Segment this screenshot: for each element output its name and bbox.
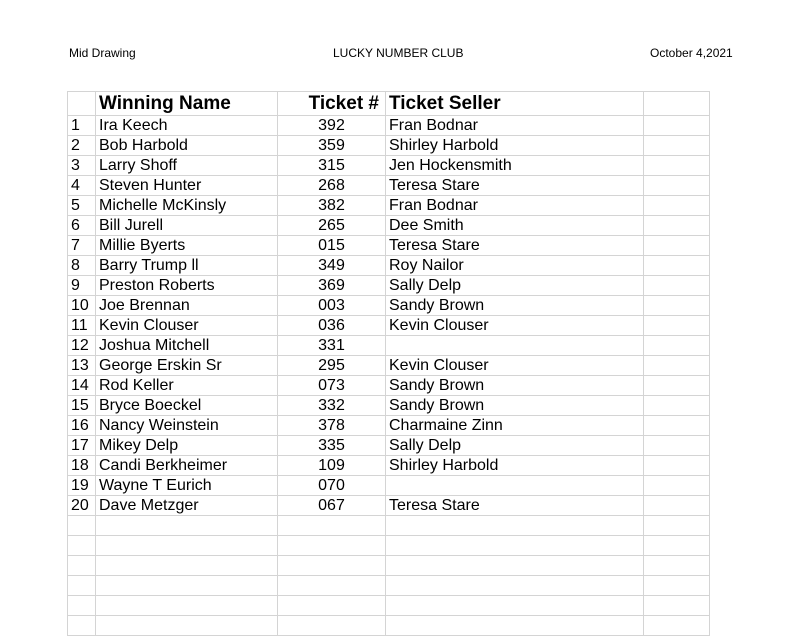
ticket-seller-cell: Charmaine Zinn bbox=[386, 416, 644, 436]
table-row bbox=[68, 416, 710, 436]
row-number-cell: 20 bbox=[68, 496, 96, 516]
ticket-number-cell: 268 bbox=[278, 176, 386, 196]
row-number-cell: 4 bbox=[68, 176, 96, 196]
ticket-number-cell: 369 bbox=[278, 276, 386, 296]
ticket-seller-cell: Sally Delp bbox=[386, 276, 644, 296]
empty-cell bbox=[644, 356, 710, 376]
ticket-seller-cell: Sally Delp bbox=[386, 436, 644, 456]
empty-cell bbox=[644, 476, 710, 496]
empty-cell bbox=[68, 576, 96, 596]
ticket-number-cell: 378 bbox=[278, 416, 386, 436]
table-row bbox=[68, 436, 710, 456]
empty-cell bbox=[644, 216, 710, 236]
header-date: October 4,2021 bbox=[650, 46, 733, 60]
winner-name-cell: Barry Trump ll bbox=[96, 256, 278, 276]
empty-cell bbox=[96, 516, 278, 536]
empty-cell bbox=[644, 136, 710, 156]
row-number-cell: 8 bbox=[68, 256, 96, 276]
empty-cell bbox=[96, 556, 278, 576]
winner-name-cell: Larry Shoff bbox=[96, 156, 278, 176]
empty-cell bbox=[644, 456, 710, 476]
empty-cell bbox=[644, 176, 710, 196]
winner-name-cell: Dave Metzger bbox=[96, 496, 278, 516]
empty-cell bbox=[278, 516, 386, 536]
empty-cell bbox=[96, 596, 278, 616]
empty-cell bbox=[644, 296, 710, 316]
ticket-seller-cell: Roy Nailor bbox=[386, 256, 644, 276]
row-number-cell: 19 bbox=[68, 476, 96, 496]
empty-cell bbox=[644, 256, 710, 276]
ticket-seller-cell: Kevin Clouser bbox=[386, 356, 644, 376]
empty-cell bbox=[644, 576, 710, 596]
row-number-cell: 10 bbox=[68, 296, 96, 316]
empty-cell bbox=[68, 616, 96, 636]
empty-cell bbox=[68, 536, 96, 556]
empty-row bbox=[68, 616, 710, 636]
winner-name-cell: Preston Roberts bbox=[96, 276, 278, 296]
empty-cell bbox=[644, 436, 710, 456]
row-number-cell: 5 bbox=[68, 196, 96, 216]
ticket-number-cell: 392 bbox=[278, 116, 386, 136]
winner-name-cell: Bob Harbold bbox=[96, 136, 278, 156]
ticket-seller-cell bbox=[386, 336, 644, 356]
ticket-seller-cell: Sandy Brown bbox=[386, 396, 644, 416]
empty-cell bbox=[644, 336, 710, 356]
ticket-number-cell: 295 bbox=[278, 356, 386, 376]
table-row bbox=[68, 196, 710, 216]
ticket-number-cell: 332 bbox=[278, 396, 386, 416]
empty-row bbox=[68, 596, 710, 616]
table-row bbox=[68, 176, 710, 196]
ticket-number-cell: 382 bbox=[278, 196, 386, 216]
table-row bbox=[68, 116, 710, 136]
row-number-cell: 11 bbox=[68, 316, 96, 336]
ticket-number-cell: 109 bbox=[278, 456, 386, 476]
row-number-cell: 6 bbox=[68, 216, 96, 236]
empty-cell bbox=[644, 516, 710, 536]
ticket-seller-cell: Fran Bodnar bbox=[386, 116, 644, 136]
winner-name-cell: Millie Byerts bbox=[96, 236, 278, 256]
ticket-seller-cell: Teresa Stare bbox=[386, 236, 644, 256]
ticket-seller-cell: Jen Hockensmith bbox=[386, 156, 644, 176]
empty-cell bbox=[386, 576, 644, 596]
row-number-cell: 3 bbox=[68, 156, 96, 176]
empty-cell bbox=[68, 516, 96, 536]
empty-cell bbox=[278, 596, 386, 616]
table-row bbox=[68, 136, 710, 156]
row-number-cell: 17 bbox=[68, 436, 96, 456]
column-header-seller: Ticket Seller bbox=[386, 92, 644, 116]
empty-cell bbox=[644, 616, 710, 636]
ticket-seller-cell: Fran Bodnar bbox=[386, 196, 644, 216]
empty-cell bbox=[644, 196, 710, 216]
empty-cell bbox=[278, 576, 386, 596]
empty-cell bbox=[644, 416, 710, 436]
ticket-number-cell: 070 bbox=[278, 476, 386, 496]
empty-row bbox=[68, 556, 710, 576]
winner-name-cell: Joshua Mitchell bbox=[96, 336, 278, 356]
table-row bbox=[68, 456, 710, 476]
empty-cell bbox=[278, 556, 386, 576]
ticket-number-cell: 036 bbox=[278, 316, 386, 336]
ticket-seller-cell bbox=[386, 476, 644, 496]
ticket-seller-cell: Shirley Harbold bbox=[386, 136, 644, 156]
ticket-seller-cell: Dee Smith bbox=[386, 216, 644, 236]
empty-cell bbox=[644, 556, 710, 576]
ticket-seller-cell: Sandy Brown bbox=[386, 296, 644, 316]
table-row bbox=[68, 336, 710, 356]
ticket-number-cell: 015 bbox=[278, 236, 386, 256]
row-number-cell: 14 bbox=[68, 376, 96, 396]
empty-cell bbox=[96, 536, 278, 556]
empty-cell bbox=[644, 316, 710, 336]
row-number-cell: 9 bbox=[68, 276, 96, 296]
table-row bbox=[68, 236, 710, 256]
row-number-cell: 18 bbox=[68, 456, 96, 476]
empty-cell bbox=[386, 516, 644, 536]
empty-cell bbox=[386, 536, 644, 556]
ticket-seller-cell: Teresa Stare bbox=[386, 176, 644, 196]
winner-name-cell: Steven Hunter bbox=[96, 176, 278, 196]
header-left: Mid Drawing bbox=[69, 46, 136, 60]
row-number-cell: 13 bbox=[68, 356, 96, 376]
ticket-number-cell: 359 bbox=[278, 136, 386, 156]
winner-name-cell: Rod Keller bbox=[96, 376, 278, 396]
table-row bbox=[68, 156, 710, 176]
ticket-number-cell: 265 bbox=[278, 216, 386, 236]
winner-name-cell: Mikey Delp bbox=[96, 436, 278, 456]
empty-cell bbox=[644, 92, 710, 116]
empty-cell bbox=[278, 616, 386, 636]
row-number-cell: 15 bbox=[68, 396, 96, 416]
ticket-number-cell: 331 bbox=[278, 336, 386, 356]
ticket-seller-cell: Sandy Brown bbox=[386, 376, 644, 396]
ticket-number-cell: 335 bbox=[278, 436, 386, 456]
empty-cell bbox=[68, 596, 96, 616]
table-row bbox=[68, 496, 710, 516]
row-number-cell: 12 bbox=[68, 336, 96, 356]
row-number-cell: 16 bbox=[68, 416, 96, 436]
table-row bbox=[68, 216, 710, 236]
empty-cell bbox=[96, 576, 278, 596]
ticket-number-cell: 003 bbox=[278, 296, 386, 316]
index-header-cell bbox=[68, 92, 96, 116]
winner-name-cell: Joe Brennan bbox=[96, 296, 278, 316]
table-row bbox=[68, 376, 710, 396]
winner-name-cell: Kevin Clouser bbox=[96, 316, 278, 336]
ticket-number-cell: 349 bbox=[278, 256, 386, 276]
winner-name-cell: Candi Berkheimer bbox=[96, 456, 278, 476]
empty-cell bbox=[644, 276, 710, 296]
winner-name-cell: George Erskin Sr bbox=[96, 356, 278, 376]
empty-cell bbox=[386, 556, 644, 576]
table-row bbox=[68, 276, 710, 296]
winner-name-cell: Wayne T Eurich bbox=[96, 476, 278, 496]
empty-row bbox=[68, 516, 710, 536]
ticket-seller-cell: Shirley Harbold bbox=[386, 456, 644, 476]
table-row bbox=[68, 256, 710, 276]
table-row bbox=[68, 396, 710, 416]
ticket-seller-cell: Teresa Stare bbox=[386, 496, 644, 516]
header-title: LUCKY NUMBER CLUB bbox=[333, 46, 464, 60]
empty-cell bbox=[386, 596, 644, 616]
column-header-ticket: Ticket # bbox=[278, 92, 386, 116]
winner-name-cell: Ira Keech bbox=[96, 116, 278, 136]
ticket-number-cell: 315 bbox=[278, 156, 386, 176]
winner-name-cell: Bryce Boeckel bbox=[96, 396, 278, 416]
winner-name-cell: Michelle McKinsly bbox=[96, 196, 278, 216]
table-row bbox=[68, 356, 710, 376]
empty-cell bbox=[96, 616, 278, 636]
ticket-number-cell: 067 bbox=[278, 496, 386, 516]
table-row bbox=[68, 476, 710, 496]
row-number-cell: 1 bbox=[68, 116, 96, 136]
empty-cell bbox=[68, 556, 96, 576]
empty-cell bbox=[644, 116, 710, 136]
table-row bbox=[68, 316, 710, 336]
winner-name-cell: Nancy Weinstein bbox=[96, 416, 278, 436]
empty-cell bbox=[386, 616, 644, 636]
winner-name-cell: Bill Jurell bbox=[96, 216, 278, 236]
empty-cell bbox=[278, 536, 386, 556]
ticket-number-cell: 073 bbox=[278, 376, 386, 396]
row-number-cell: 2 bbox=[68, 136, 96, 156]
empty-cell bbox=[644, 376, 710, 396]
table-row bbox=[68, 296, 710, 316]
empty-cell bbox=[644, 396, 710, 416]
empty-row bbox=[68, 576, 710, 596]
header-row bbox=[68, 92, 710, 116]
empty-row bbox=[68, 536, 710, 556]
empty-cell bbox=[644, 236, 710, 256]
winners-table bbox=[67, 91, 710, 636]
column-header-name: Winning Name bbox=[96, 92, 278, 116]
ticket-seller-cell: Kevin Clouser bbox=[386, 316, 644, 336]
empty-cell bbox=[644, 536, 710, 556]
empty-cell bbox=[644, 156, 710, 176]
empty-cell bbox=[644, 496, 710, 516]
empty-cell bbox=[644, 596, 710, 616]
row-number-cell: 7 bbox=[68, 236, 96, 256]
